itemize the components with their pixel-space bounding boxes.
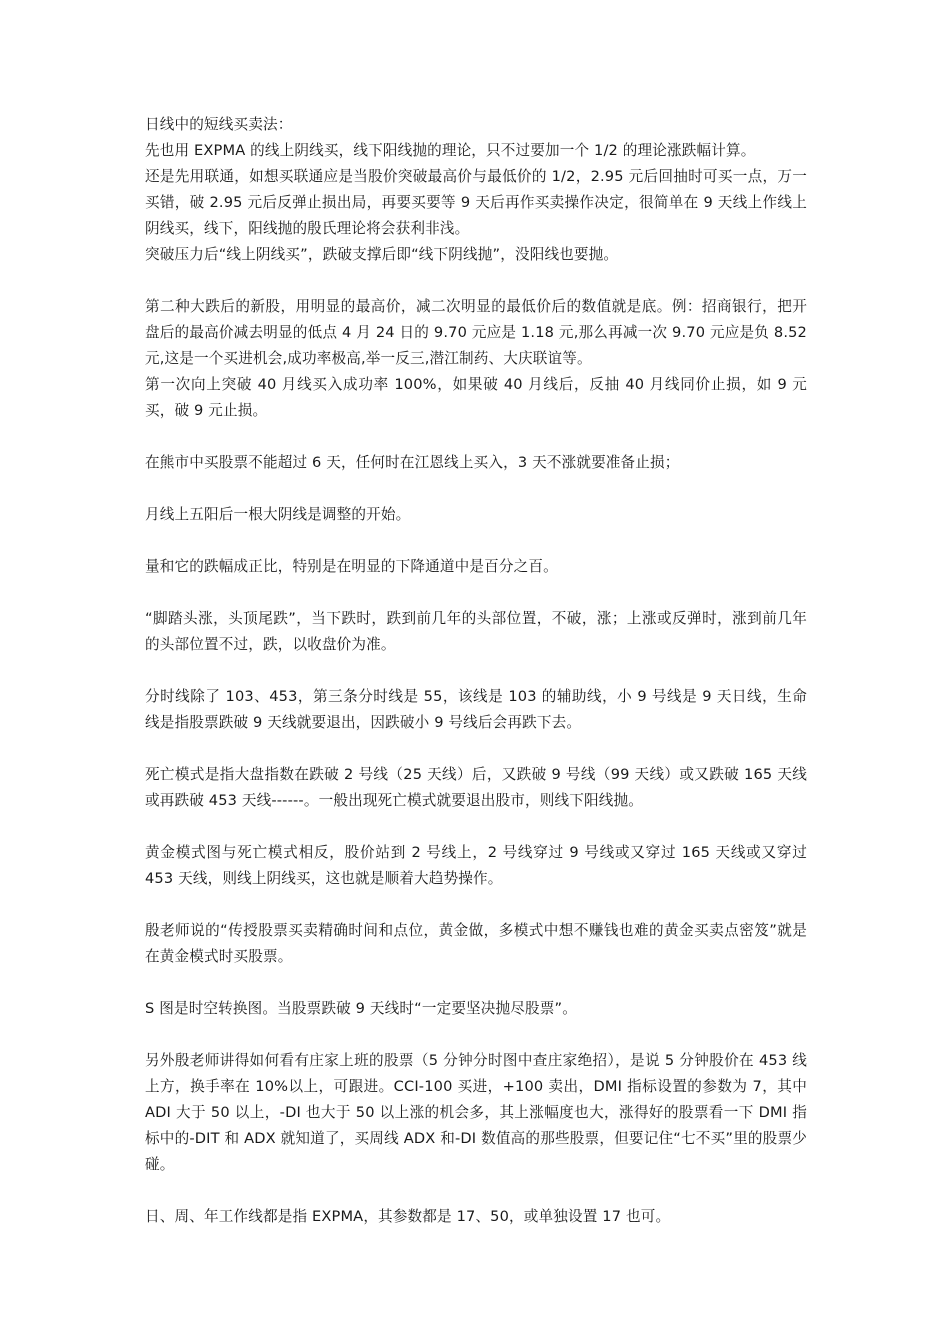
paragraph: 量和它的跌幅成正比，特别是在明显的下降通道中是百分之百。 [145,558,558,575]
paragraph: 先也用 EXPMA 的线上阴线买，线下阳线抛的理论，只不过要加一个 1/2 的理论涨跌幅计算。 [145,142,756,159]
paragraph: 在熊市中买股票不能超过 6 天，任何时在江恩线上买入，3 天不涨就要准备止损； [145,454,680,471]
paragraph-gap [145,1178,807,1204]
paragraph-gap [145,970,807,996]
paragraph-gap [145,424,807,450]
paragraph: 第一次向上突破 40 月线买入成功率 100%，如果破 40 月线后，反抽 40 月线同价止损，如 9 元买，破 9 元止损。 [145,376,807,419]
paragraph-gap [145,268,807,294]
paragraph: 突破压力后“线上阴线买”，跌破支撑后即“线下阴线抛”，没阳线也要抛。 [145,246,619,263]
paragraph: 第二种大跌后的新股，用明显的最高价，减二次明显的最低价后的数值就是底。例：招商银行，把开盘后的最高价减去明显的低点 4 月 24 日的 9.70 元应是 1.18 元,那么再减一次 9.70 元应是负 8.52 元,这是一个买进机会,成功率极高,举一反三,潜江制药、大庆联谊等。 [145,298,807,367]
paragraph: “脚踏头涨，头顶尾跌”，当下跌时，跌到前几年的头部位置，不破，涨；上涨或反弹时，涨到前几年的头部位置不过，跌，以收盘价为准。 [145,610,807,653]
paragraph: 分时线除了 103、453，第三条分时线是 55，该线是 103 的辅助线，小 9 号线是 9 天日线，生命线是指股票跌破 9 天线就要退出，因跌破小 9 号线后会再跌下去。 [145,688,807,731]
paragraph: 黄金模式图与死亡模式相反，股价站到 2 号线上，2 号线穿过 9 号线或又穿过 165 天线或又穿过 453 天线，则线上阴线买，这也就是顺着大趋势操作。 [145,844,807,887]
paragraph: S 图是时空转换图。当股票跌破 9 天线时“一定要坚决抛尽股票”。 [145,1000,577,1017]
paragraph-gap [145,528,807,554]
paragraph-gap [145,580,807,606]
section-heading: 日线中的短线买卖法： [145,116,293,133]
paragraph-gap [145,476,807,502]
paragraph: 日、周、年工作线都是指 EXPMA，其参数都是 17、50，或单独设置 17 也可。 [145,1208,671,1225]
paragraph: 月线上五阳后一根大阴线是调整的开始。 [145,506,411,523]
paragraph: 死亡模式是指大盘指数在跌破 2 号线（25 天线）后，又跌破 9 号线（99 天线）或又跌破 165 天线或再跌破 453 天线------。一般出现死亡模式就要退出股市，则线下阳线抛。 [145,766,807,809]
document-page [145,112,807,1230]
paragraph-gap [145,736,807,762]
paragraph-gap [145,1022,807,1048]
paragraph: 殷老师说的“传授股票买卖精确时间和点位，黄金做，多模式中想不赚钱也难的黄金买卖点密笈”就是在黄金模式时买股票。 [145,922,807,965]
paragraph: 还是先用联通，如想买联通应是当股价突破最高价与最低价的 1/2，2.95 元后回抽时可买一点，万一买错，破 2.95 元后反弹止损出局，再要买要等 9 天后再作买卖操作决定，很简单在 9 天线上作线上阴线买，线下，阳线抛的殷氏理论将会获利非浅。 [145,168,807,237]
paragraph-gap [145,892,807,918]
paragraph-gap [145,658,807,684]
paragraph: 另外殷老师讲得如何看有庄家上班的股票（5 分钟分时图中查庄家绝招），是说 5 分钟股价在 453 线上方，换手率在 10%以上，可跟进。CCI-100 买进，+100 卖出，DMI 指标设置的参数为 7，其中 ADI 大于 50 以上，-DI 也大于 50 以上涨的机会多，其上涨幅度也大，涨得好的股票看一下 DMI 指标中的-DIT 和 ADX 就知道了，买周线 ADX 和-DI 数值高的那些股票，但要记住“七不买”里的股票少碰。 [145,1052,807,1173]
paragraph-gap [145,814,807,840]
